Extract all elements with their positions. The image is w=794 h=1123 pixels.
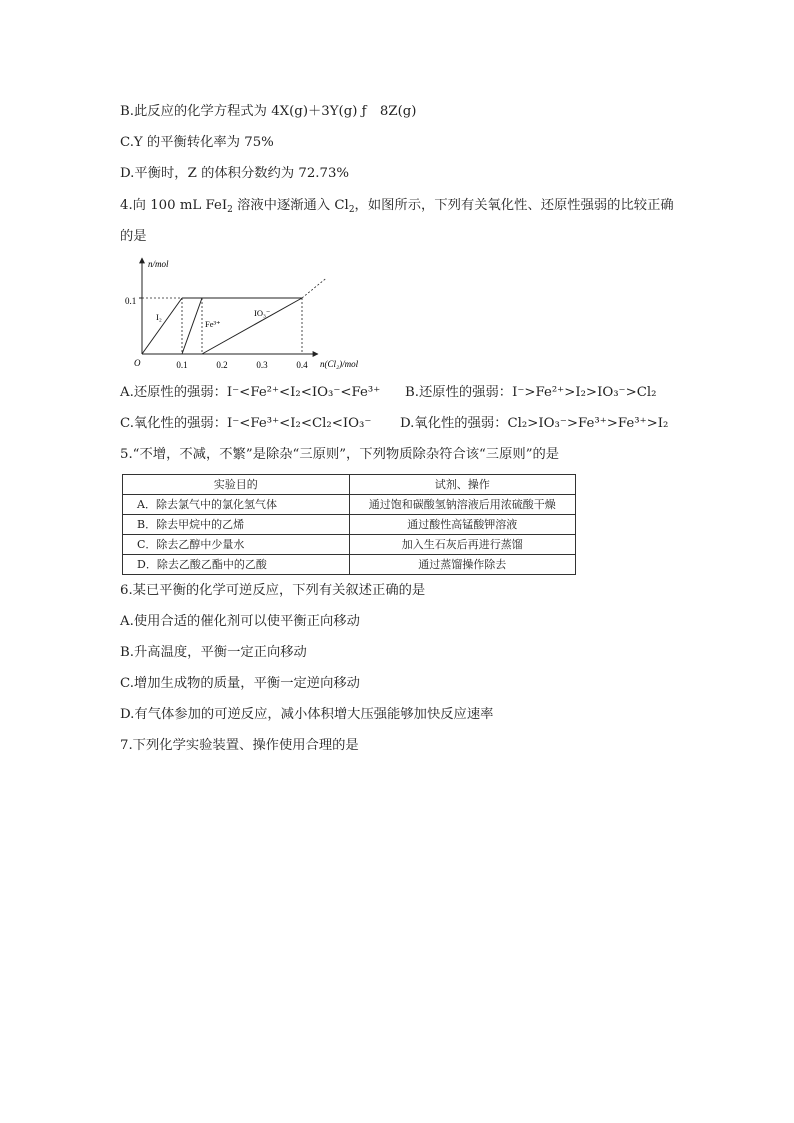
cl2-reaction-graph — [125, 254, 388, 374]
table-row — [123, 515, 576, 535]
option-b-line: B.此反应的化学方程式为 4X(g)＋3Y(g) ƒ 8Z(g) — [120, 104, 417, 119]
table-cell: A．除去氯气中的氯化氢气体 — [123, 495, 350, 515]
table-cell: 通过饱和碳酸氢钠溶液后用浓硫酸干燥 — [349, 495, 576, 515]
series-label-i2: I₂ — [156, 312, 162, 322]
series-line — [142, 298, 182, 354]
table-row — [123, 555, 576, 575]
option-c-line: C.Y 的平衡转化率为 75% — [120, 135, 274, 150]
x-tick-label: 0.3 — [256, 360, 268, 370]
q6-option-d: D.有气体参加的可逆反应，减小体积增大压强能够加快反应速率 — [120, 707, 494, 722]
q4-text-1: 4.向 100 mL FeI — [120, 198, 228, 213]
question-4-stem — [120, 197, 674, 219]
table-cell: 加入生石灰后再进行蒸馏 — [349, 535, 576, 555]
q4-sub-1: 2 — [227, 205, 233, 215]
question-7-stem: 7.下列化学实验装置、操作使用合理的是 — [120, 738, 359, 753]
q4-sub-2: 2 — [348, 205, 355, 215]
q6-option-c: C.增加生成物的质量，平衡一定逆向移动 — [120, 676, 360, 691]
table-header: 实验目的 — [123, 475, 350, 495]
graph-marks — [139, 278, 326, 354]
q4-text-2: 溶液中逐渐通入 Cl — [232, 198, 349, 213]
q4-option-b: B.还原性的强弱：I⁻>Fe²⁺>I₂>IO₃⁻>Cl₂ — [405, 385, 657, 400]
question-5-stem: 5.“不增，不减，不繁”是除杂“三原则”，下列物质除杂符合该“三原则”的是 — [120, 447, 560, 462]
series-label-io3: IO₃⁻ — [254, 308, 271, 318]
table-header-row — [123, 475, 576, 495]
x-tick-labels — [176, 360, 308, 370]
q4-option-a: A.还原性的强弱：I⁻<Fe²⁺<I₂<IO₃⁻<Fe³⁺ — [120, 385, 381, 400]
table-header: 试剂、操作 — [349, 475, 576, 495]
table-cell: C．除去乙醇中少量水 — [123, 535, 350, 555]
table-row — [123, 495, 576, 515]
table-row — [123, 535, 576, 555]
x-tick-label: 0.2 — [216, 360, 228, 370]
question-4-stem-cont: 的是 — [120, 229, 147, 244]
table-cell: 通过酸性高锰酸钾溶液 — [349, 515, 576, 535]
q6-option-a: A.使用合适的催化剂可以使平衡正向移动 — [120, 614, 360, 629]
table-cell: D．除去乙酸乙酯中的乙酸 — [123, 555, 350, 575]
x-tick-label: 0.1 — [176, 360, 188, 370]
y-axis-label: n/mol — [148, 259, 169, 269]
table-cell: B．除去甲烷中的乙烯 — [123, 515, 350, 535]
option-d-line: D.平衡时，Z 的体积分数约为 72.73% — [120, 166, 350, 181]
y-tick-label: 0.1 — [125, 296, 137, 306]
x-axis-label: n(Cl₂)/mol — [320, 359, 359, 369]
x-tick-label: 0.4 — [296, 360, 308, 370]
q6-option-b: B.升高温度，平衡一定正向移动 — [120, 645, 307, 660]
series-label-fe: Fe³⁺ — [205, 319, 221, 329]
q4-text-3: ，如图所示，下列有关氧化性、还原性强弱的比较正确 — [354, 198, 674, 213]
q4-option-d: D.氧化性的强弱：Cl₂>IO₃⁻>Fe³⁺>Fe³⁺>I₂ — [400, 416, 669, 431]
origin-label: O — [134, 358, 141, 368]
impurity-removal-table — [122, 474, 576, 575]
table-cell: 通过蒸馏操作除去 — [349, 555, 576, 575]
extension-dotted — [302, 278, 326, 298]
series-line — [182, 298, 202, 354]
question-6-stem: 6.某已平衡的化学可逆反应，下列有关叙述正确的是 — [120, 583, 426, 598]
q4-option-c: C.氧化性的强弱：I⁻<Fe³⁺<I₂<Cl₂<IO₃⁻ — [120, 416, 372, 431]
